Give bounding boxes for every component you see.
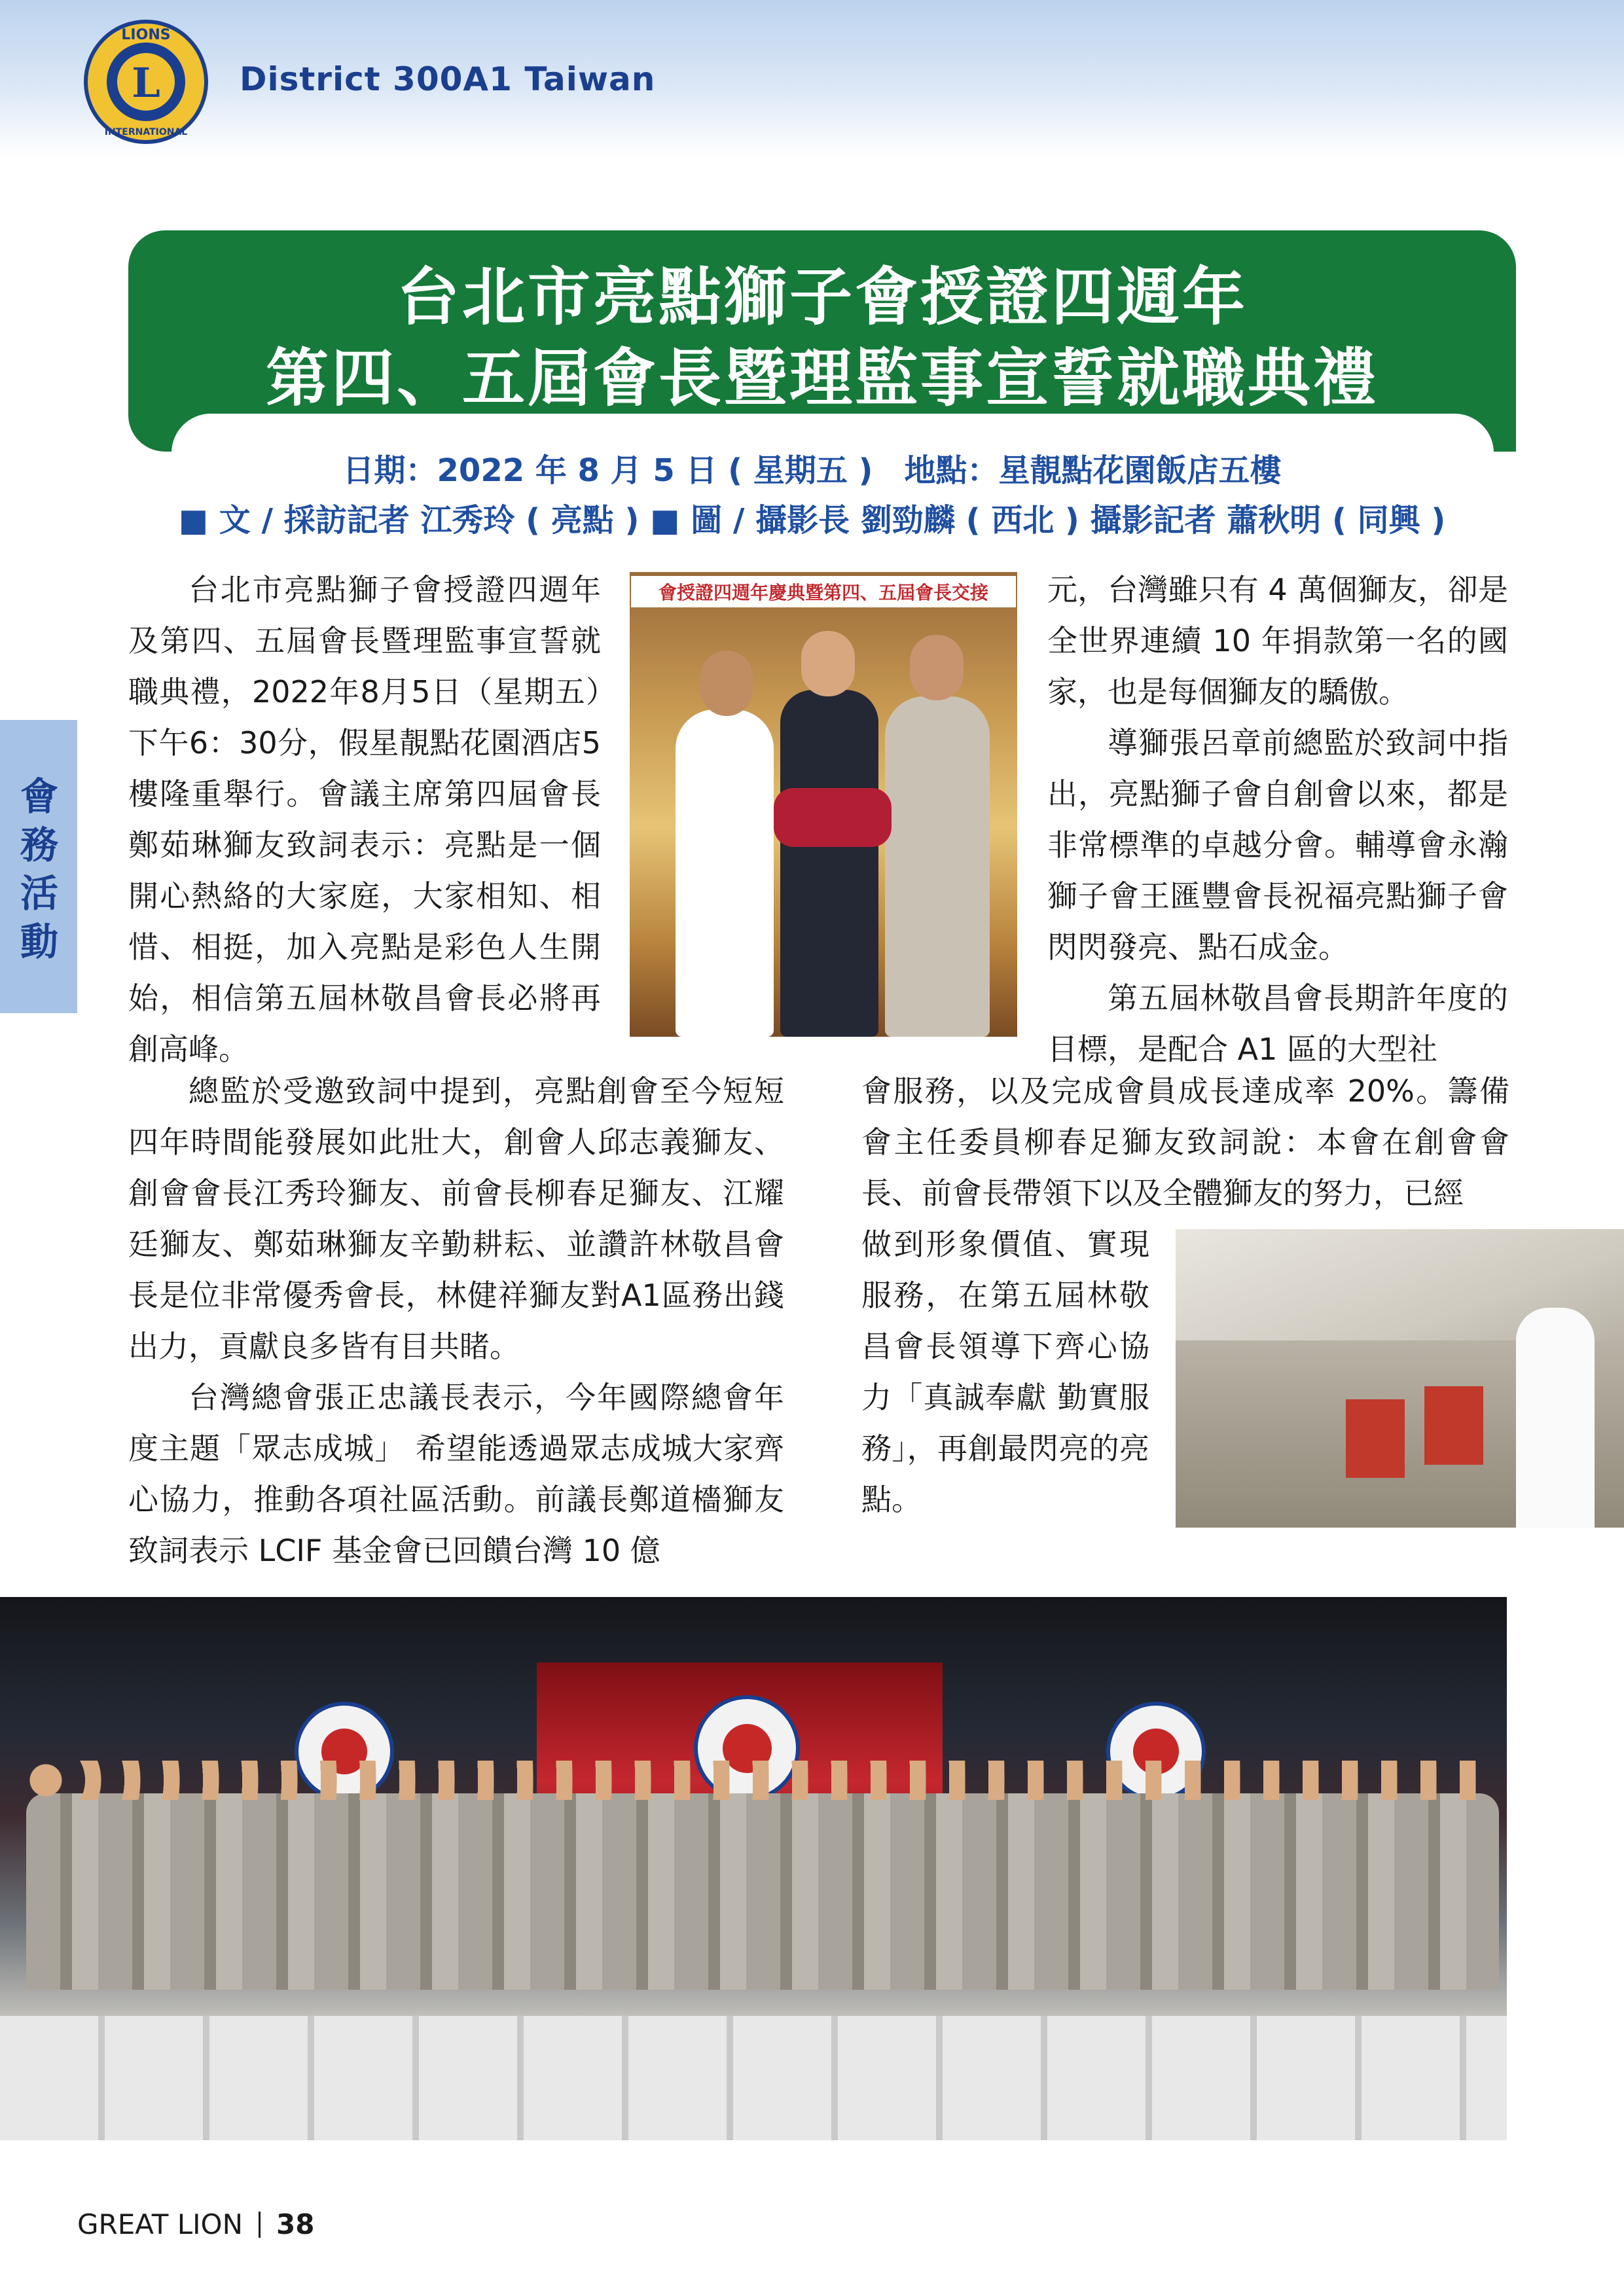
group-members-row [26, 1793, 1499, 1990]
photo-oath-taking [1176, 1229, 1624, 1528]
photo-handover-ceremony [630, 572, 1017, 1037]
logo-text-bottom: INTERNATIONAL [104, 127, 188, 137]
body-column-right-top [1047, 564, 1508, 1075]
oath-red-folder-2 [1424, 1386, 1483, 1465]
figure-man-center [780, 690, 878, 1037]
stage-chairs-row [0, 2016, 1507, 2140]
body-column-left-bottom [128, 1066, 784, 1576]
paragraph-6a: 第五屆林敬昌會長期許年度的目標，是配合 A1 區的大型社 [1047, 980, 1508, 1067]
figure-woman-head [700, 651, 753, 716]
paragraph-3: 台灣總會張正忠議長表示，今年國際總會年度主題「眾志成城」 希望能透過眾志成城大家齊心協力，推動各項社區活動。前議長鄭道檣獅友致詞表示 LCIF 基金會已回饋台灣 10 億 [128, 1380, 784, 1568]
body-column-left-top [128, 564, 601, 1075]
oath-woman-white [1516, 1308, 1595, 1528]
figure-man-center-head [801, 631, 855, 696]
article-title-line2: 第四、五屆會長暨理監事宣誓就職典禮 [266, 342, 1379, 415]
figure-woman [676, 709, 774, 1037]
paragraph-1: 台北市亮點獅子會授證四週年及第四、五屆會長暨理監事宣誓就職典禮，2022年8月5日（星期五）下午6：30分，假星靚點花園酒店5樓隆重舉行。會議主席第四屆會長鄭茹琳獅友致詞表示：亮點是一個開心熱絡的大家庭，大家相知、相惜、相挺，加入亮點是彩色人生開始，相信第五屆林敬昌會長必將再創高峰。 [128, 572, 601, 1067]
oath-red-folder [1346, 1399, 1405, 1478]
article-credits: ■ 文 / 採訪記者 江秀玲 ( 亮點 ) ■ 圖 / 攝影長 劉勁麟 ( 西北 ) 攝影記者 蕭秋明 ( 同興 ) [178, 502, 1446, 539]
page-footer [77, 2208, 314, 2240]
group-members-heads [26, 1761, 1499, 1800]
paragraph-2: 總監於受邀致詞中提到，亮點創會至今短短四年時間能發展如此壯大，創會人邱志義獅友、創會會長江秀玲獅友、前會長柳春足獅友、江耀廷獅友、鄭茹琳獅友辛勤耕耘、並讚許林敬昌會長是位非常優秀會長，林健祥獅友對A1區務出錢出力，貢獻良多皆有目共睹。 [128, 1073, 784, 1364]
logo-text-top: LIONS [121, 27, 171, 43]
figure-man-right [885, 696, 990, 1037]
magazine-name: GREAT LION [77, 2208, 244, 2240]
logo-letter: L [132, 59, 160, 107]
paragraph-6c: 做到形象價值、實現服務，在第五屆林敬昌會長領導下齊心協力「真誠奉獻 勤實服務」，再創最閃亮的亮點。 [861, 1227, 1149, 1517]
body-column-right-mid [861, 1066, 1509, 1219]
figure-man-right-head [910, 635, 964, 700]
section-side-tab-label: 會務活動 [20, 774, 58, 964]
photo-banner-caption: 會授證四週年慶典暨第四、五屆會長交接 [631, 576, 1016, 607]
photo-group-stage [0, 1597, 1507, 2140]
page-number: 38 [276, 2208, 315, 2240]
body-column-right-bottom [861, 1219, 1149, 1525]
district-label: District 300A1 Taiwan [240, 60, 656, 98]
lions-logo-icon [84, 20, 208, 144]
article-title-line1: 台北市亮點獅子會授證四週年 [397, 260, 1248, 334]
paragraph-6b: 會服務，以及完成會員成長達成率 20%。籌備會主任委員柳春足獅友致詞說：本會在創會會長、前會長帶領下以及全體獅友的努力，已經 [861, 1073, 1509, 1211]
paragraph-4: 元，台灣雖只有 4 萬個獅友，卻是全世界連續 10 年捐款第一名的國家，也是每個獅友的驕傲。 [1047, 572, 1508, 709]
footer-separator [259, 2212, 261, 2238]
gift-bag [774, 788, 892, 847]
event-date-location: 日期：2022 年 8 月 5 日 ( 星期五 ) 地點：星靚點花園飯店五樓 [342, 452, 1282, 489]
paragraph-5: 導獅張呂章前總監於致詞中指出，亮點獅子會自創會以來，都是非常標準的卓越分會。輔導會永瀚獅子會王匯豐會長祝福亮點獅子會閃閃發亮、點石成金。 [1047, 725, 1508, 965]
